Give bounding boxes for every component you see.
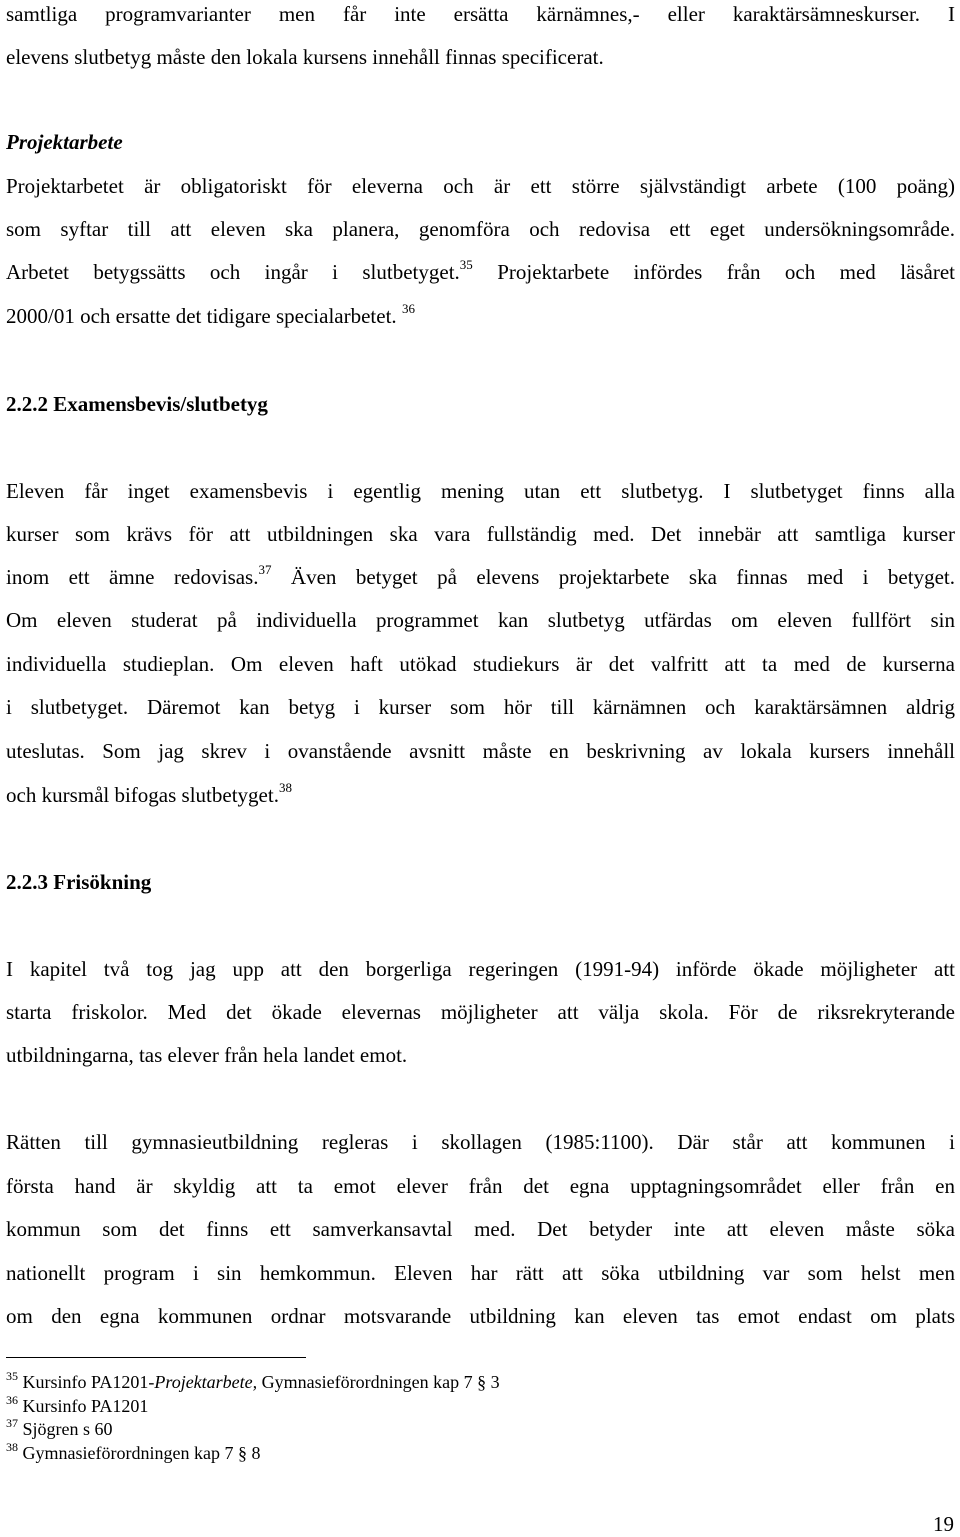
footnote-ref-38: 38 bbox=[278, 780, 292, 795]
projektarbete-line-1: Projektarbetet är obligatoriskt för eleverna och är ett större självständigt arbete (100 poäng) bbox=[6, 174, 955, 198]
footnote-36 bbox=[6, 1395, 148, 1417]
footnote-text: Gymnasieförordningen kap 7 § 8 bbox=[22, 1443, 261, 1463]
projektarbete-line-3 bbox=[6, 258, 955, 286]
frisokning-p2-line-3: kommun som det finns ett samverkansavtal med. Det betyder inte att eleven måste söka bbox=[6, 1217, 955, 1241]
frisokning-p2-line-1: Rätten till gymnasieutbildning regleras i skollagen (1985:1100). Där står att kommunen i bbox=[6, 1130, 955, 1154]
footnote-number: 38 bbox=[6, 1440, 18, 1454]
frisokning-p2-line-2: första hand är skyldig att ta emot elever från det egna upptagningsområdet eller från en bbox=[6, 1174, 955, 1198]
examensbevis-line-7: uteslutas. Som jag skrev i ovanstående avsnitt måste en beskrivning av lokala kursers innehåll bbox=[6, 739, 955, 763]
footnote-number: 37 bbox=[6, 1416, 18, 1430]
frisokning-p2-line-5: om den egna kommunen ordnar motsvarande utbildning kan eleven tas emot endast om plats bbox=[6, 1304, 955, 1328]
footnote-text: Kursinfo PA1201 bbox=[22, 1396, 149, 1416]
frisokning-p2-line-4: nationellt program i sin hemkommun. Eleven har rätt att söka utbildning var som helst men bbox=[6, 1261, 955, 1285]
footnote-separator bbox=[6, 1357, 306, 1358]
projektarbete-line-4 bbox=[6, 302, 955, 330]
footnote-text: Sjögren s 60 bbox=[22, 1419, 113, 1439]
projektarbete-line-2: som syftar till att eleven ska planera, genomföra och redovisa ett eget undersökningsområde. bbox=[6, 217, 955, 241]
examensbevis-line-8 bbox=[6, 781, 955, 809]
examensbevis-heading: 2.2.2 Examensbevis/slutbetyg bbox=[6, 392, 268, 416]
frisokning-heading: 2.2.3 Frisökning bbox=[6, 870, 152, 894]
footnote-ref-37: 37 bbox=[258, 562, 272, 577]
frisokning-p1-line-1: I kapitel två tog jag upp att den borgerliga regeringen (1991-94) införde ökade möjligheter att bbox=[6, 957, 955, 981]
projektarbete-line-4a: 2000/01 och ersatte det tidigare specialarbetet. bbox=[6, 304, 402, 328]
footnote-text-italic: Projektarbete, bbox=[154, 1372, 258, 1392]
footnote-38 bbox=[6, 1442, 260, 1464]
examensbevis-line-3b: Även betyget på elevens projektarbete ska finnas med i betyget. bbox=[271, 565, 955, 589]
projektarbete-line-3b: Projektarbete infördes från och med läsåret bbox=[472, 260, 955, 284]
footnote-text-post: Gymnasieförordningen kap 7 § 3 bbox=[257, 1372, 500, 1392]
footnote-number: 36 bbox=[6, 1393, 18, 1407]
examensbevis-line-4: Om eleven studerat på individuella programmet kan slutbetyg utfärdas om eleven fullfört sin bbox=[6, 608, 955, 632]
footnote-35 bbox=[6, 1371, 500, 1393]
examensbevis-line-6: i slutbetyget. Däremot kan betyg i kurser som hör till kärnämnen och karaktärsämnen aldrig bbox=[6, 695, 955, 719]
footnote-ref-35: 35 bbox=[459, 257, 473, 272]
projektarbete-line-3a: Arbetet betygssätts och ingår i slutbetyget. bbox=[6, 260, 460, 284]
projektarbete-heading: Projektarbete bbox=[6, 130, 123, 154]
page-number: 19 bbox=[933, 1512, 954, 1536]
footnote-number: 35 bbox=[6, 1369, 18, 1383]
examensbevis-line-3 bbox=[6, 563, 955, 591]
frisokning-p1-line-2: starta friskolor. Med det ökade elevernas möjligheter att välja skola. För de riksrekryterande bbox=[6, 1000, 955, 1024]
examensbevis-line-2: kurser som krävs för att utbildningen ska vara fullständig med. Det innebär att samtliga kurser bbox=[6, 522, 955, 546]
footnote-ref-36: 36 bbox=[401, 301, 415, 316]
footnote-37 bbox=[6, 1418, 113, 1440]
footnote-text-pre: Kursinfo PA1201- bbox=[22, 1372, 155, 1392]
examensbevis-line-8a: och kursmål bifogas slutbetyget. bbox=[6, 783, 279, 807]
examensbevis-line-5: individuella studieplan. Om eleven haft utökad studiekurs är det valfritt att ta med de kurserna bbox=[6, 652, 955, 676]
examensbevis-line-3a: inom ett ämne redovisas. bbox=[6, 565, 259, 589]
frisokning-p1-line-3: utbildningarna, tas elever från hela landet emot. bbox=[6, 1043, 408, 1067]
examensbevis-line-1: Eleven får inget examensbevis i egentlig mening utan ett slutbetyg. I slutbetyget finns alla bbox=[6, 479, 955, 503]
continuation-line-2: elevens slutbetyg måste den lokala kursens innehåll finnas specificerat. bbox=[6, 45, 604, 69]
continuation-line-1: samtliga programvarianter men får inte ersätta kärnämnes,- eller karaktärsämneskurser. I bbox=[6, 2, 955, 26]
